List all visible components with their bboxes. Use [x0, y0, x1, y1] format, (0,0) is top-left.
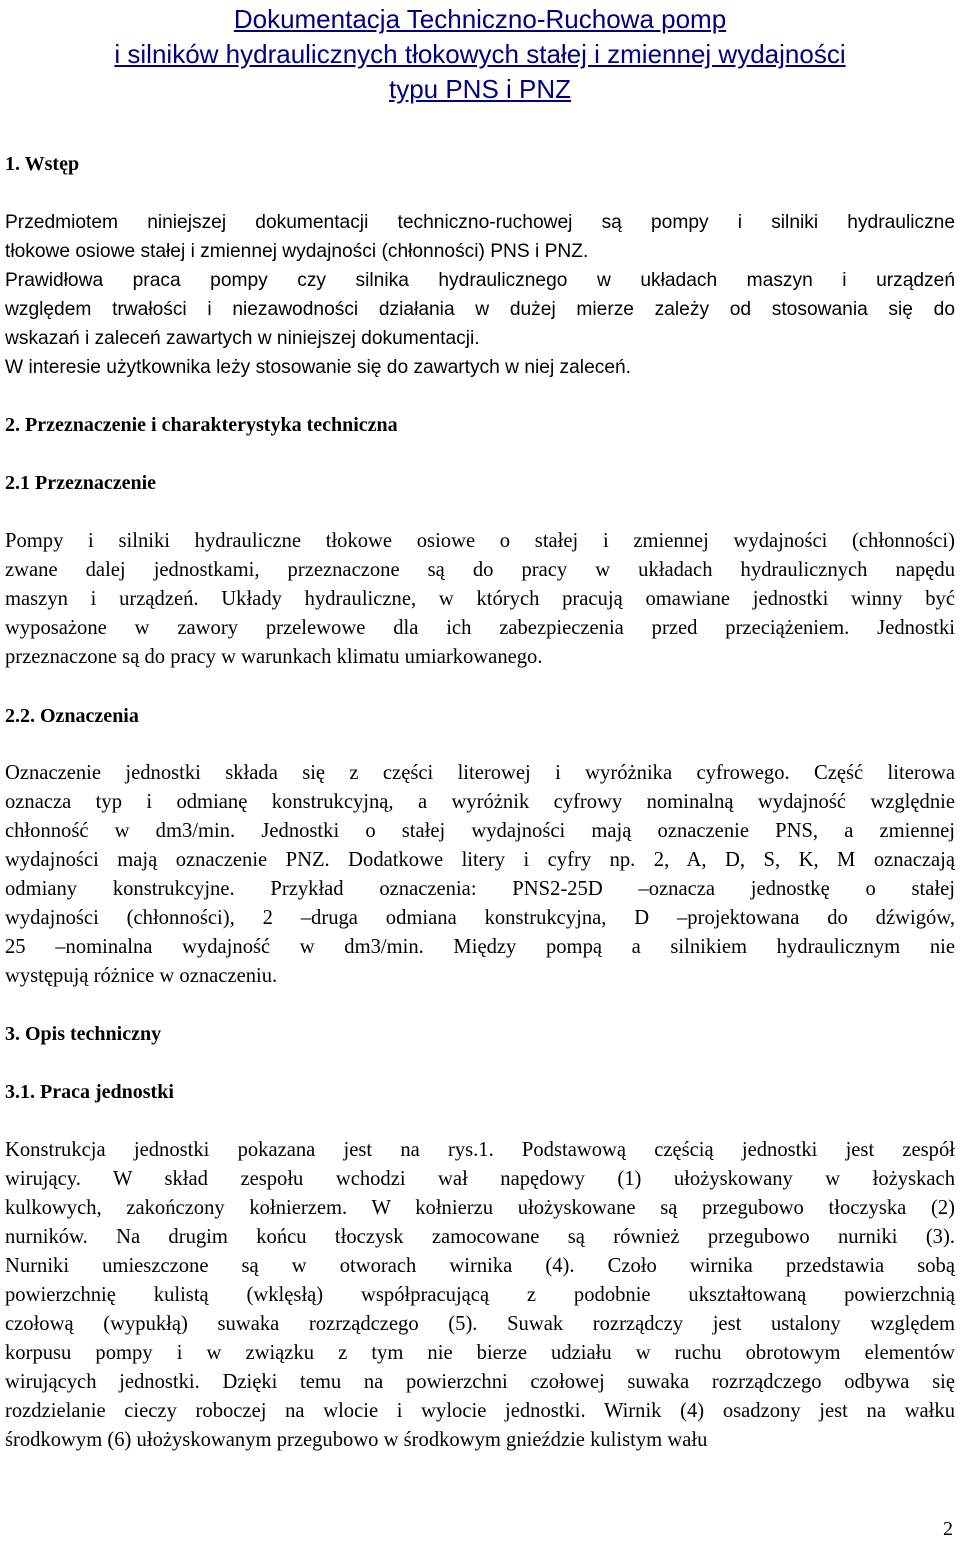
paragraph-line: wirujący. W skład zespołu wchodzi wał napędowy (1) ułożyskowany w łożyskach [5, 1168, 955, 1190]
section-1-heading: 1. Wstęp [5, 153, 80, 175]
paragraph-line: W interesie użytkownika leży stosowanie się do zawartych w niej zaleceń. [5, 357, 632, 378]
paragraph-line: Pompy i silniki hydrauliczne tłokowe osiowe o stałej i zmiennej wydajności (chłonności) [5, 530, 955, 552]
title-line-1: Dokumentacja Techniczno-Ruchowa pomp [233, 4, 727, 34]
paragraph-line: występują różnice w oznaczeniu. [5, 965, 278, 987]
paragraph-line: Nurniki umieszczone są w otworach wirnika (4). Czoło wirnika przedstawia sobą [5, 1255, 955, 1277]
section-3-1-heading: 3.1. Praca jednostki [5, 1081, 174, 1103]
section-2-2-heading: 2.2. Oznaczenia [5, 705, 139, 727]
paragraph-line: powierzchnię kulistą (wklęsłą) współpracującą z podobnie ukształtowaną powierzchnią [5, 1284, 955, 1306]
paragraph-line: wskazań i zaleceń zawartych w niniejszej dokumentacji. [5, 328, 480, 349]
paragraph-line: Przedmiotem niniejszej dokumentacji techniczno-ruchowej są pompy i silniki hydrauliczne [5, 212, 955, 233]
section-3-heading: 3. Opis techniczny [5, 1023, 162, 1045]
paragraph-line: wyposażone w zawory przelewowe dla ich zabezpieczenia przed przeciążeniem. Jednostki [5, 617, 955, 639]
page-number: 2 [943, 1518, 953, 1540]
title-line-3: typu PNS i PNZ [388, 74, 572, 104]
paragraph-line: nurników. Na drugim końcu tłoczysk zamocowane są również przegubowo nurniki (3). [5, 1226, 955, 1248]
paragraph-line: wydajności mają oznaczenie PNZ. Dodatkowe litery i cyfry np. 2, A, D, S, K, M oznaczają [5, 849, 955, 871]
section-1-paragraph-1 [5, 208, 955, 266]
section-2-1-paragraph [5, 527, 955, 672]
paragraph-line: odmiany konstrukcyjne. Przykład oznaczenia: PNS2-25D –oznacza jednostkę o stałej [5, 878, 955, 900]
paragraph-line: korpusu pompy i w związku z tym nie bierze udziału w ruchu obrotowym elementów [5, 1342, 955, 1364]
paragraph-line: kulkowych, zakończony kołnierzem. W kołnierzu ułożyskowane są przegubowo tłoczyska (2) [5, 1197, 955, 1219]
paragraph-line: chłonność w dm3/min. Jednostki o stałej wydajności mają oznaczenie PNS, a zmiennej [5, 820, 955, 842]
document-title [5, 2, 955, 107]
section-3-1-paragraph [5, 1136, 955, 1455]
paragraph-line: 25 –nominalna wydajność w dm3/min. Między pompą a silnikiem hydraulicznym nie [5, 936, 955, 958]
paragraph-line: Prawidłowa praca pompy czy silnika hydraulicznego w układach maszyn i urządzeń [5, 270, 955, 291]
paragraph-line: wirujących jednostki. Dzięki temu na powierzchni czołowej suwaka rozrządczego odbywa się [5, 1371, 955, 1393]
paragraph-line: maszyn i urządzeń. Układy hydrauliczne, w których pracują omawiane jednostki winny być [5, 588, 955, 610]
paragraph-line: środkowym (6) ułożyskowanym przegubowo w środkowym gnieździe kulistym wału [5, 1429, 708, 1451]
paragraph-line: oznacza typ i odmianę konstrukcyjną, a wyróżnik cyfrowy nominalną wydajność względnie [5, 791, 955, 813]
section-2-heading: 2. Przeznaczenie i charakterystyka techniczna [5, 414, 398, 436]
title-line-2: i silników hydraulicznych tłokowych stałej i zmiennej wydajności [114, 39, 846, 69]
section-1-paragraph-2 [5, 266, 955, 353]
paragraph-line: zwane dalej jednostkami, przeznaczone są do pracy w układach hydraulicznych napędu [5, 559, 955, 581]
paragraph-line: rozdzielanie cieczy roboczej na wlocie i wylocie jednostki. Wirnik (4) osadzony jest na wałku [5, 1400, 955, 1422]
section-2-1-heading: 2.1 Przeznaczenie [5, 472, 157, 494]
paragraph-line: Oznaczenie jednostki składa się z części literowej i wyróżnika cyfrowego. Część literowa [5, 762, 955, 784]
paragraph-line: Konstrukcja jednostki pokazana jest na rys.1. Podstawową częścią jednostki jest zespół [5, 1139, 955, 1161]
section-1-paragraph-3 [5, 353, 955, 382]
paragraph-line: przeznaczone są do pracy w warunkach klimatu umiarkowanego. [5, 646, 543, 668]
paragraph-line: tłokowe osiowe stałej i zmiennej wydajności (chłonności) PNS i PNZ. [5, 241, 589, 262]
paragraph-line: względem trwałości i niezawodności działania w dużej mierze zależy od stosowania się do [5, 299, 955, 320]
paragraph-line: wydajności (chłonności), 2 –druga odmiana konstrukcyjna, D –projektowana do dźwigów, [5, 907, 955, 929]
paragraph-line: czołową (wypukłą) suwaka rozrządczego (5). Suwak rozrządczy jest ustalony względem [5, 1313, 955, 1335]
section-2-2-paragraph [5, 759, 955, 991]
